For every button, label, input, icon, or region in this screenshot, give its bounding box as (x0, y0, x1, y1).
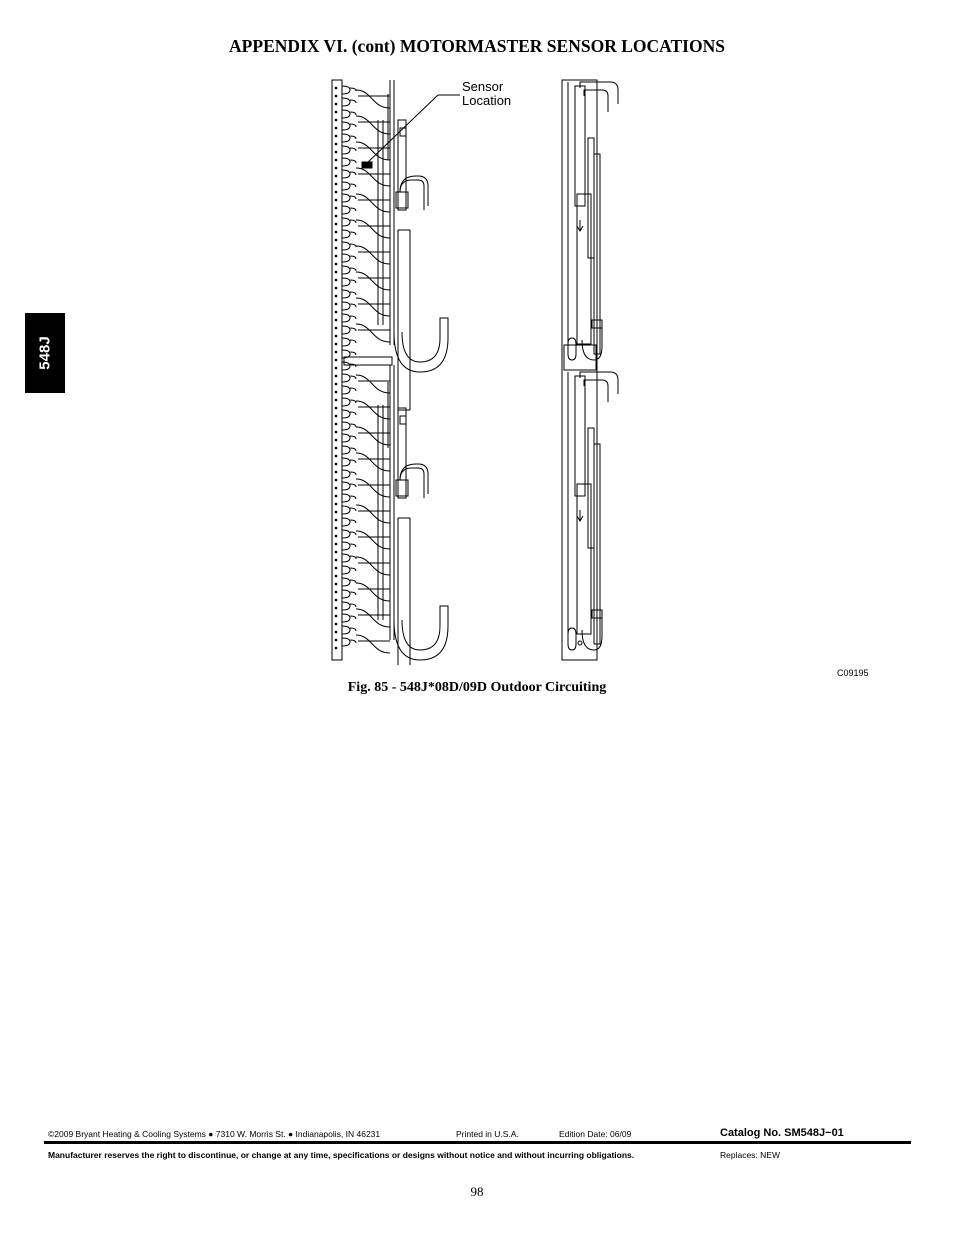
tube-hole (335, 399, 337, 401)
return-bend (350, 412, 356, 415)
return-bend (342, 482, 350, 490)
tube-hole (335, 103, 337, 105)
footer-copyright: ©2009 Bryant Heating & Cooling Systems ● 7310 W. Morris St. ● Indianapolis, IN 46231 (48, 1129, 381, 1139)
tube-hole (335, 191, 337, 193)
circuit-tube (356, 324, 390, 342)
tube-hole (335, 143, 337, 145)
return-bend (342, 434, 350, 442)
tube-hole (335, 463, 337, 465)
return-bend (350, 232, 356, 235)
tube-hole (335, 343, 337, 345)
return-bend (342, 122, 350, 130)
tube-hole (335, 335, 337, 337)
tube-hole (335, 519, 337, 521)
right-tube (575, 86, 585, 206)
tube-hole (335, 503, 337, 505)
return-bend (350, 460, 356, 463)
tube-hole (335, 599, 337, 601)
right-bend (580, 82, 618, 104)
tube-hole (335, 359, 337, 361)
coil-circuiting-diagram (320, 70, 620, 665)
tube-hole (335, 639, 337, 641)
return-bend (342, 86, 350, 94)
circuit-tube (356, 375, 390, 393)
tube-hole (335, 247, 337, 249)
tube-hole (335, 487, 337, 489)
circuit-tube (356, 505, 390, 523)
return-bend (342, 158, 350, 166)
return-bend (342, 566, 350, 574)
return-bend (342, 530, 350, 538)
footer-replaces: Replaces: NEW (720, 1150, 780, 1160)
tube-hole (335, 295, 337, 297)
return-bend (342, 386, 350, 394)
circuit-tube (356, 609, 390, 627)
return-bend (342, 374, 350, 382)
return-bend (350, 640, 356, 643)
return-bend (350, 160, 356, 163)
tube-hole (335, 407, 337, 409)
tube-hole (335, 583, 337, 585)
tube-hole (335, 207, 337, 209)
suction-header (398, 230, 410, 410)
tube-hole (335, 351, 337, 353)
return-bend (350, 112, 356, 115)
circuit-tube (356, 531, 390, 549)
tube-hole (335, 271, 337, 273)
return-bend (350, 100, 356, 103)
page-number: 98 (470, 1184, 484, 1199)
tube-hole (335, 575, 337, 577)
footer-printed: Printed in U.S.A. (456, 1129, 519, 1139)
sensor-label-line1: Sensor (462, 79, 504, 94)
tube-hole (335, 239, 337, 241)
return-bend (342, 146, 350, 154)
return-bend (342, 554, 350, 562)
return-bend (342, 458, 350, 466)
tube-hole (335, 303, 337, 305)
return-bend (342, 506, 350, 514)
right-bend (584, 380, 608, 402)
tube-hole (335, 183, 337, 185)
return-bend (342, 518, 350, 526)
tube-hole (335, 439, 337, 441)
tube-hole (335, 319, 337, 321)
catalog-number: Catalog No. SM548J−01 (720, 1127, 844, 1139)
u-bend (394, 606, 448, 660)
return-bend (350, 556, 356, 559)
tube-hole (335, 327, 337, 329)
return-bend (342, 410, 350, 418)
return-bend (342, 578, 350, 586)
return-bend (342, 254, 350, 262)
return-bend (350, 532, 356, 535)
tube-hole (335, 223, 337, 225)
tube-hole (335, 215, 337, 217)
tube-hole (335, 559, 337, 561)
return-bend (342, 338, 350, 346)
return-bend (350, 340, 356, 343)
return-bend (350, 304, 356, 307)
return-bend (342, 590, 350, 598)
tube-hole (335, 263, 337, 265)
return-bend (350, 508, 356, 511)
return-bend (350, 208, 356, 211)
return-bend (350, 376, 356, 379)
return-bend (350, 568, 356, 571)
circuit-tube (356, 272, 390, 290)
tube-hole (335, 311, 337, 313)
circuit-tube (356, 246, 390, 264)
distributor-tube (398, 120, 406, 210)
return-bend (350, 316, 356, 319)
circuit-tube (356, 194, 390, 212)
tube-hole (335, 623, 337, 625)
return-bend (350, 400, 356, 403)
return-bend (342, 398, 350, 406)
return-bend (350, 436, 356, 439)
circuit-tube (356, 220, 390, 238)
return-bend (342, 638, 350, 646)
tube-hole (335, 511, 337, 513)
tube-hole (335, 151, 337, 153)
return-bend (342, 626, 350, 634)
tube-hole (335, 535, 337, 537)
return-bend (342, 110, 350, 118)
circuit-tube (356, 479, 390, 497)
distributor-tube (398, 408, 406, 498)
sensor-location-label (462, 80, 511, 108)
circuit-tube (356, 427, 390, 445)
return-bend (350, 604, 356, 607)
mounting-slot (568, 628, 576, 650)
return-bend (350, 184, 356, 187)
return-bend (342, 98, 350, 106)
tube-hole (335, 423, 337, 425)
tube-hole (335, 367, 337, 369)
page-title: APPENDIX VI. (cont) MOTORMASTER SENSOR LOCATIONS (229, 36, 725, 56)
return-bend (342, 494, 350, 502)
tube-hole (335, 567, 337, 569)
tube-hole (335, 455, 337, 457)
return-bend (342, 134, 350, 142)
tube-hole (335, 631, 337, 633)
return-bend (350, 580, 356, 583)
circuit-tube (356, 635, 390, 653)
return-bend (350, 592, 356, 595)
u-bend (394, 318, 448, 372)
return-bend (342, 218, 350, 226)
return-bend (350, 88, 356, 91)
tube-hole (335, 447, 337, 449)
tube-hole (335, 607, 337, 609)
right-tube (575, 376, 585, 496)
return-bend (350, 388, 356, 391)
footer-rule (44, 1141, 911, 1144)
return-bend (350, 448, 356, 451)
return-bend (350, 256, 356, 259)
tube-hole (335, 415, 337, 417)
tube-hole (335, 591, 337, 593)
return-bend (350, 352, 356, 355)
return-bend (342, 278, 350, 286)
return-bend (342, 314, 350, 322)
tube-hole (335, 383, 337, 385)
return-bend (342, 302, 350, 310)
mounting-slot (568, 338, 576, 360)
side-tab-label: 548J (36, 336, 54, 370)
return-bend (350, 280, 356, 283)
tube-hole (335, 135, 337, 137)
return-bend (342, 362, 350, 370)
return-bend (342, 542, 350, 550)
circuit-tube (356, 90, 390, 108)
return-bend (350, 244, 356, 247)
return-bend (350, 292, 356, 295)
return-bend (342, 446, 350, 454)
return-bend (350, 220, 356, 223)
tube-hole (335, 495, 337, 497)
circuit-tube (356, 298, 390, 316)
tube-hole (335, 287, 337, 289)
return-bend (350, 196, 356, 199)
circuit-tube (356, 583, 390, 601)
tube-hole (335, 119, 337, 121)
return-bend (342, 266, 350, 274)
return-bend (350, 628, 356, 631)
sensor-label-line2: Location (462, 93, 512, 108)
right-bend (580, 372, 618, 394)
tube-hole (335, 647, 337, 649)
return-bend (342, 470, 350, 478)
footer-disclaimer: Manufacturer reserves the right to discontinue, or change at any time, specifications or designs without notice and without incurring obligations. (48, 1150, 635, 1160)
figure-code: C09195 (837, 668, 869, 678)
return-bend (350, 496, 356, 499)
return-bend (350, 616, 356, 619)
figure-caption: Fig. 85 - 548J*08D/09D Outdoor Circuiting (347, 680, 607, 695)
circuit-tube (356, 116, 390, 134)
tube-hole (335, 95, 337, 97)
return-bend (342, 290, 350, 298)
header-bend (400, 180, 424, 210)
return-bend (342, 170, 350, 178)
right-suction-header (577, 194, 591, 344)
tube-hole (335, 471, 337, 473)
return-bend (342, 614, 350, 622)
tube-hole (335, 159, 337, 161)
return-bend (342, 206, 350, 214)
return-bend (350, 484, 356, 487)
tube-hole (335, 175, 337, 177)
return-bend (342, 602, 350, 610)
return-bend (342, 326, 350, 334)
right-suction-header (577, 484, 591, 634)
right-bend (584, 90, 608, 112)
tube-hole (335, 391, 337, 393)
return-bend (350, 424, 356, 427)
tube-hole (335, 255, 337, 257)
fitting (400, 416, 406, 424)
circuit-tube (356, 453, 390, 471)
return-bend (350, 148, 356, 151)
tube-hole (335, 199, 337, 201)
tube-hole (335, 111, 337, 113)
return-bend (350, 544, 356, 547)
return-bend (350, 172, 356, 175)
return-bend (342, 422, 350, 430)
return-bend (350, 472, 356, 475)
side-tab (25, 313, 65, 393)
return-bend (342, 182, 350, 190)
header-bend (400, 468, 424, 498)
tube-hole (335, 479, 337, 481)
mounting-hole (578, 641, 582, 645)
footer-edition: Edition Date: 06/09 (559, 1129, 632, 1139)
return-bend (342, 230, 350, 238)
suction-header (398, 518, 410, 665)
return-bend (342, 194, 350, 202)
tube-hole (335, 279, 337, 281)
tube-hole (335, 551, 337, 553)
tube-hole (335, 167, 337, 169)
tube-hole (335, 231, 337, 233)
tube-hole (335, 375, 337, 377)
left-tube-sheet (332, 80, 342, 660)
circuit-tube (356, 168, 390, 186)
tube-hole (335, 127, 337, 129)
return-bend (350, 328, 356, 331)
tube-hole (335, 87, 337, 89)
return-bend (350, 520, 356, 523)
tube-hole (335, 431, 337, 433)
return-bend (342, 242, 350, 250)
tube-hole (335, 527, 337, 529)
return-bend (350, 124, 356, 127)
return-bend (350, 268, 356, 271)
tube-hole (335, 543, 337, 545)
circuit-tube (356, 557, 390, 575)
circuit-tube (356, 401, 390, 419)
return-bend (350, 136, 356, 139)
tube-hole (335, 615, 337, 617)
